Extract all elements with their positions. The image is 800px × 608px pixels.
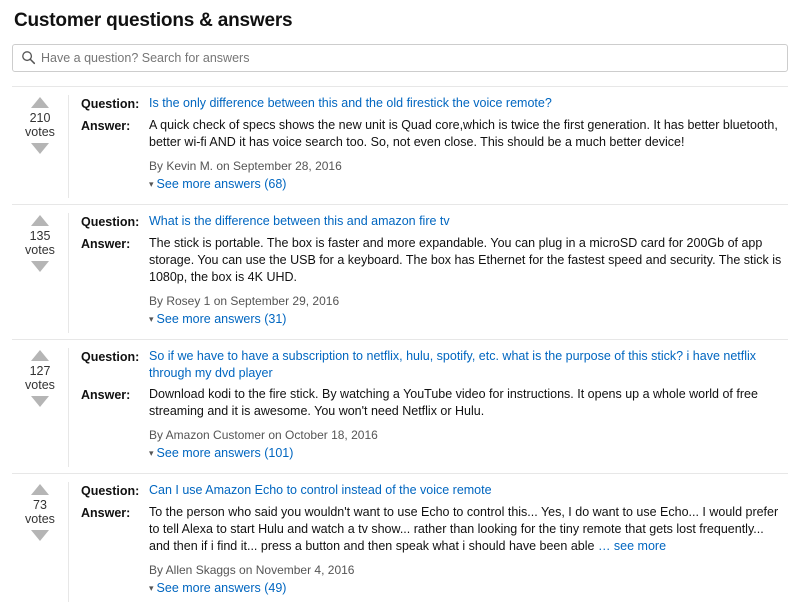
question-content <box>149 482 782 499</box>
vote-label: votes <box>25 125 55 139</box>
meta-row <box>81 559 782 598</box>
answer-label: Answer: <box>81 506 131 520</box>
question-link[interactable]: What is the difference between this and amazon fire tv <box>149 214 450 228</box>
vote-column <box>12 213 68 272</box>
spacer <box>81 155 149 156</box>
see-more-answers-label: See more answers (31) <box>156 312 287 326</box>
byline: By Allen Skaggs on November 4, 2016 <box>149 563 355 577</box>
qa-body <box>68 348 788 467</box>
answer-content <box>149 117 782 151</box>
vote-label: votes <box>25 243 55 257</box>
question-link[interactable]: Is the only difference between this and the old firestick the voice remote? <box>149 96 552 110</box>
see-more-answers-link[interactable] <box>149 176 782 194</box>
answer-content <box>149 235 782 286</box>
byline: By Kevin M. on September 28, 2016 <box>149 159 342 173</box>
vote-count: 135 <box>29 229 51 243</box>
answer-content <box>149 504 782 555</box>
meta-content <box>149 155 782 194</box>
vote-up-icon[interactable] <box>31 97 49 108</box>
spacer <box>81 290 149 291</box>
question-label: Question: <box>81 215 140 229</box>
vote-count: 210 <box>29 111 51 125</box>
vote-label: votes <box>25 378 55 392</box>
question-label: Question: <box>81 484 140 498</box>
see-more-answers-label: See more answers (68) <box>156 177 287 191</box>
list-item <box>12 339 788 473</box>
question-row <box>81 348 782 382</box>
see-more-link[interactable]: … see more <box>597 539 667 553</box>
answer-row <box>81 386 782 420</box>
qa-body <box>68 95 788 198</box>
vote-column <box>12 95 68 154</box>
qa-body <box>68 482 788 602</box>
list-item <box>12 204 788 339</box>
vote-label: votes <box>25 512 55 526</box>
see-more-answers-link[interactable] <box>149 311 782 329</box>
vote-down-icon[interactable] <box>31 396 49 407</box>
question-link[interactable]: So if we have to have a subscription to netflix, hulu, spotify, etc. what is the purpose of this stick? i have netflix through my dvd player <box>149 349 757 380</box>
answer-text: Download kodi to the fire stick. By watching a YouTube video for instructions. It opens up a whole world of free streaming and it is awesome. You won't need Netflix or Hulu. <box>149 387 758 418</box>
byline: By Rosey 1 on September 29, 2016 <box>149 294 340 308</box>
answer-row <box>81 117 782 151</box>
answer-label: Answer: <box>81 119 131 133</box>
question-content <box>149 95 782 112</box>
answer-row <box>81 235 782 286</box>
meta-content <box>149 290 782 329</box>
meta-content <box>149 559 782 598</box>
answer-text: A quick check of specs shows the new unit is Quad core,which is twice the first generation. It has better bluetooth, better wi-fi AND it has voice search too. So, not even close. This should be a much better device! <box>149 118 778 149</box>
qa-list <box>12 86 788 608</box>
search-input[interactable] <box>12 44 788 72</box>
question-row <box>81 482 782 500</box>
search-bar <box>12 44 788 72</box>
byline: By Amazon Customer on October 18, 2016 <box>149 428 378 442</box>
vote-down-icon[interactable] <box>31 143 49 154</box>
answer-label: Answer: <box>81 388 131 402</box>
question-content <box>149 348 782 382</box>
chevron-down-icon: ▾ <box>149 179 154 189</box>
vote-down-icon[interactable] <box>31 530 49 541</box>
vote-count: 127 <box>29 364 51 378</box>
answer-text: The stick is portable. The box is faster and more expandable. You can plug in a microSD card for 200Gb of app storage. You can use the USB for a keyboard. The box has Ethernet for the fastest speed and security. The stick is 1080p, the box is 4K UHD. <box>149 236 782 284</box>
list-item <box>12 86 788 204</box>
answer-text: To the person who said you wouldn't want to use Echo to control this... Yes, I do want to use Echo... I would prefer to tell Alexa to start Hulu and watch a tv show... rather than looking for the tiny remote that gets lost frequently... and then if i find it... press a button and then speak what i should have been able <box>149 505 779 553</box>
vote-column <box>12 482 68 541</box>
question-row <box>81 95 782 113</box>
qa-body <box>68 213 788 333</box>
see-more-answers-label: See more answers (49) <box>156 581 287 595</box>
meta-row <box>81 155 782 194</box>
spacer <box>81 559 149 560</box>
question-link[interactable]: Can I use Amazon Echo to control instead of the voice remote <box>149 483 492 497</box>
meta-row <box>81 290 782 329</box>
spacer <box>81 424 149 425</box>
chevron-down-icon: ▾ <box>149 448 154 458</box>
question-label: Question: <box>81 350 140 364</box>
question-row <box>81 213 782 231</box>
vote-up-icon[interactable] <box>31 350 49 361</box>
vote-column <box>12 348 68 407</box>
question-content <box>149 213 782 230</box>
page-title: Customer questions & answers <box>14 10 293 31</box>
vote-up-icon[interactable] <box>31 215 49 226</box>
see-more-answers-link[interactable] <box>149 580 782 598</box>
chevron-down-icon: ▾ <box>149 314 154 324</box>
question-label: Question: <box>81 97 140 111</box>
meta-content <box>149 424 782 463</box>
answer-label: Answer: <box>81 237 131 251</box>
chevron-down-icon: ▾ <box>149 583 154 593</box>
see-more-answers-label: See more answers (101) <box>156 446 294 460</box>
vote-down-icon[interactable] <box>31 261 49 272</box>
list-item <box>12 473 788 608</box>
see-more-answers-link[interactable] <box>149 445 782 463</box>
answer-row <box>81 504 782 555</box>
vote-up-icon[interactable] <box>31 484 49 495</box>
answer-content <box>149 386 782 420</box>
vote-count: 73 <box>33 498 47 512</box>
meta-row <box>81 424 782 463</box>
